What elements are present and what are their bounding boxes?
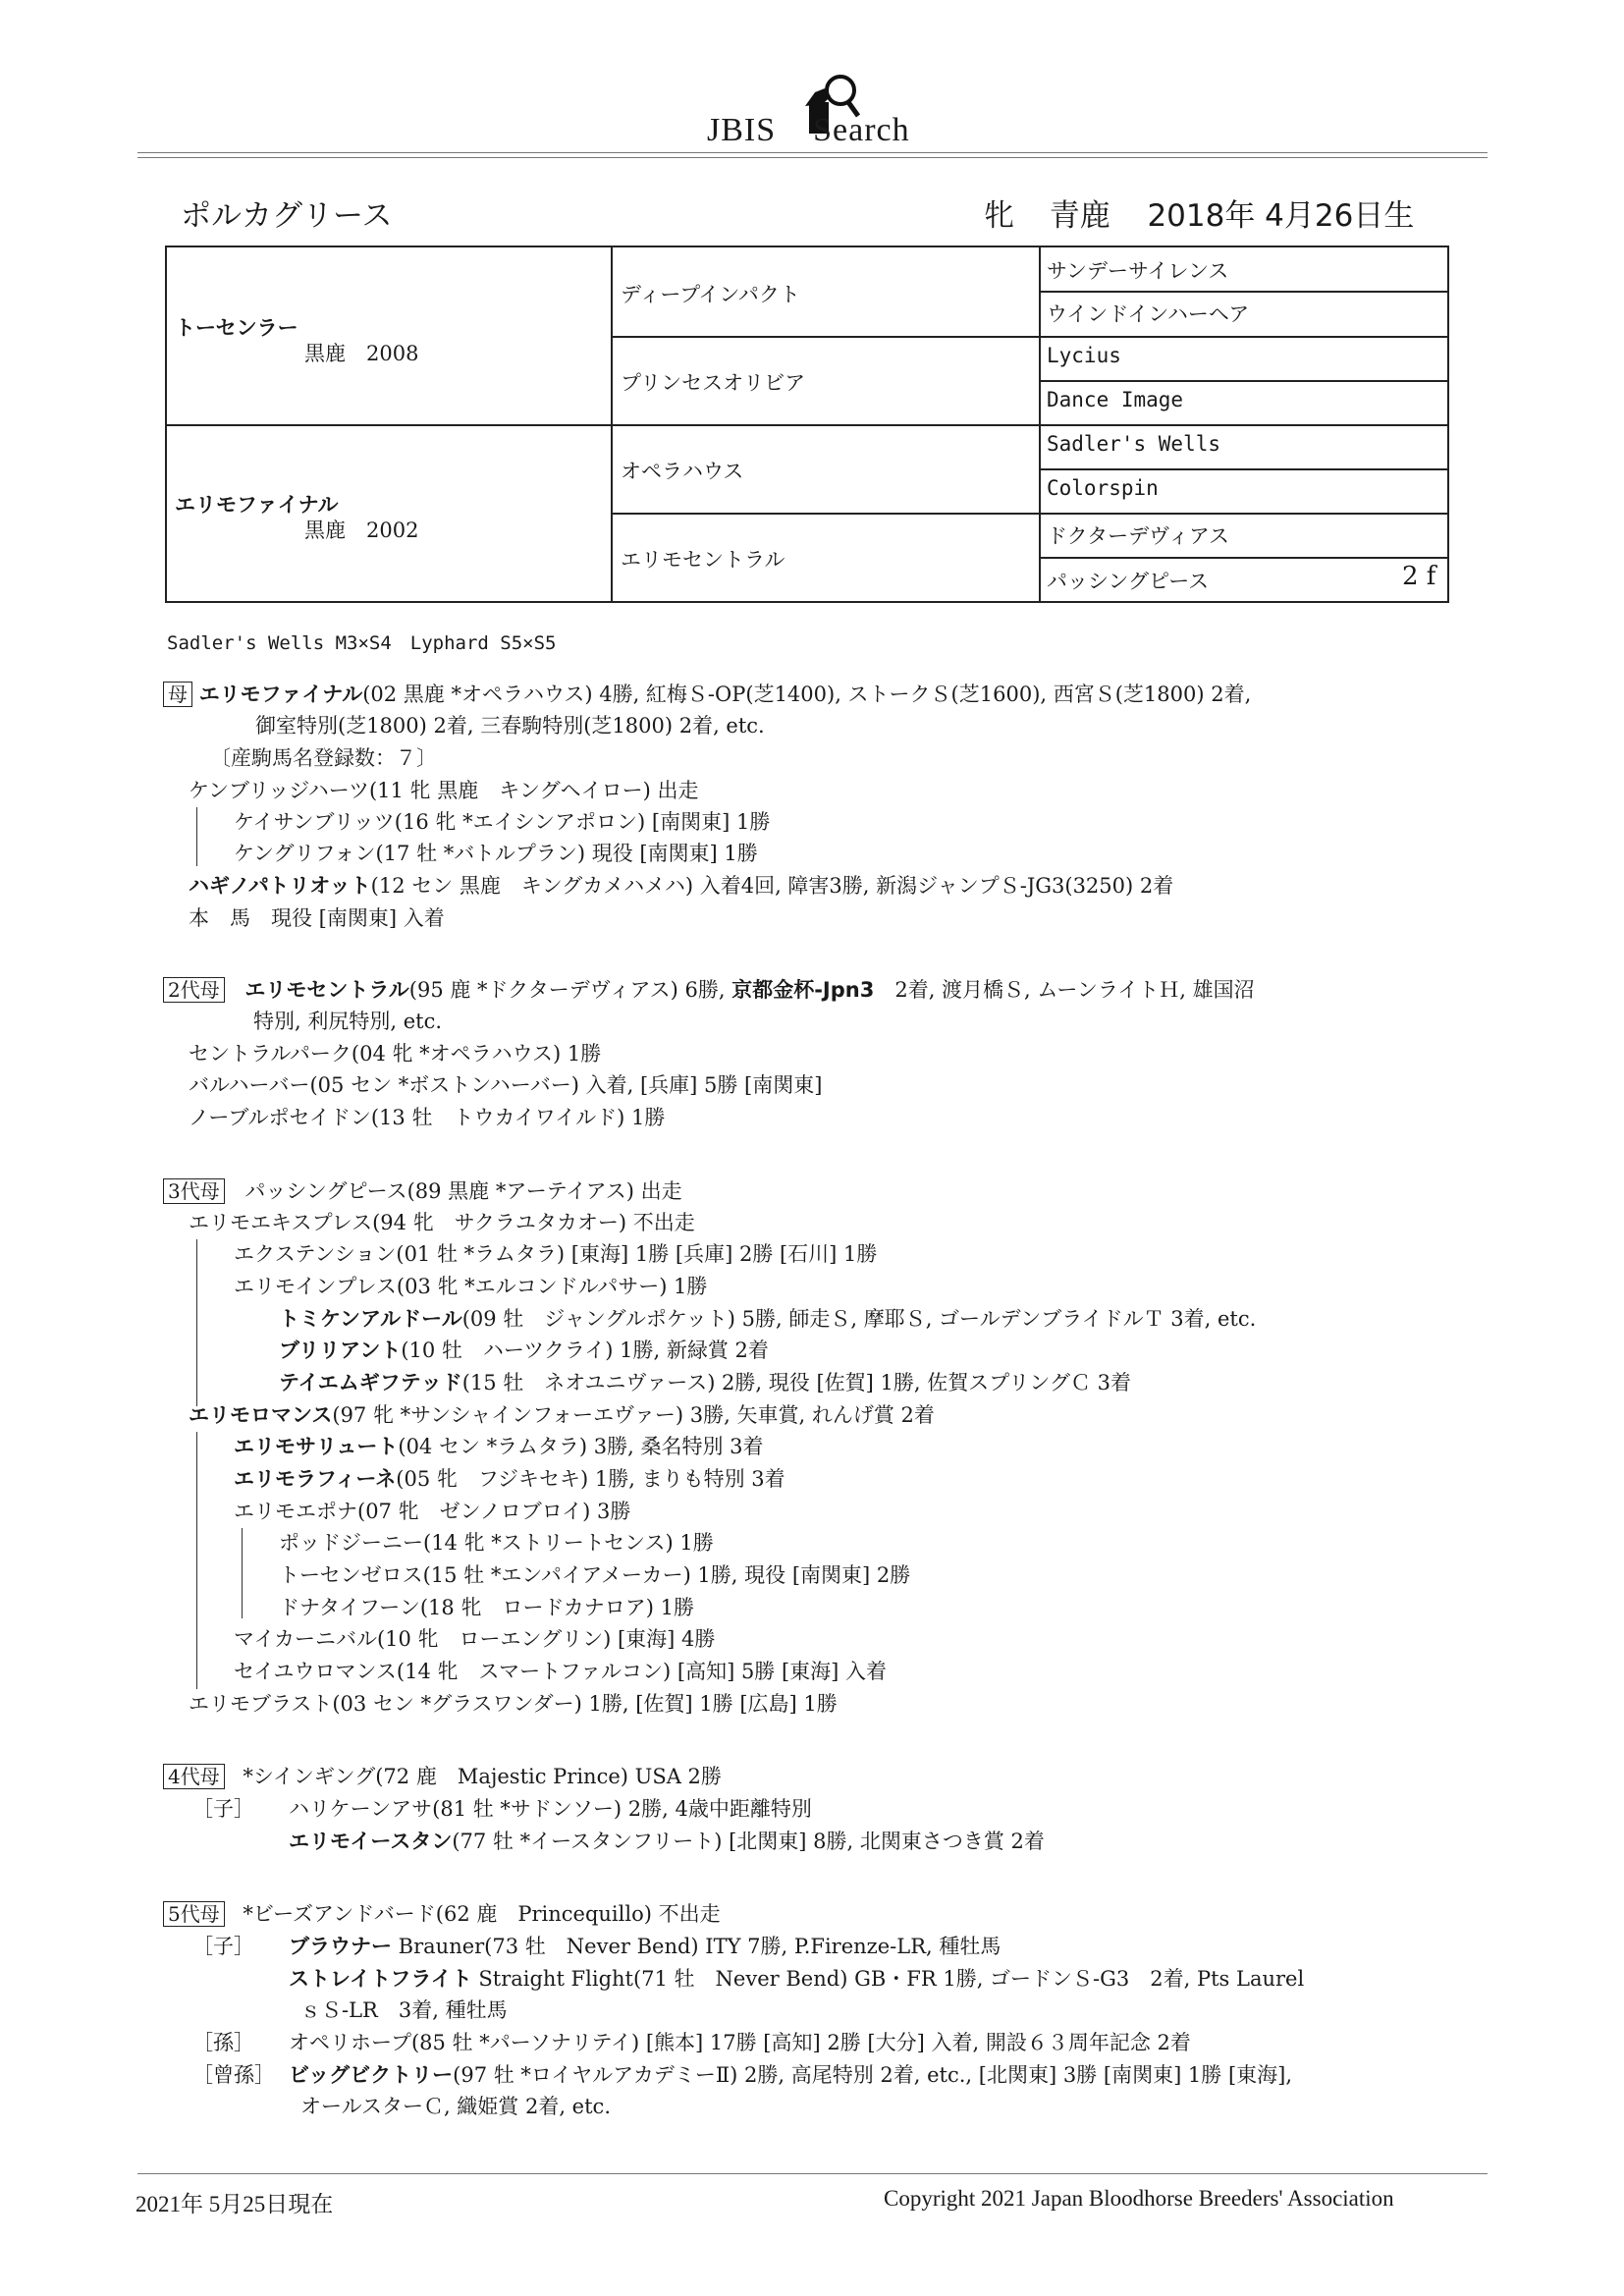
horse-sex: 牝 bbox=[984, 198, 1014, 234]
pedigree-gen3: Sadler's Wells bbox=[1047, 432, 1221, 456]
list-item: セイユウロマンス(14 牝 スマートファルコン) [高知] 5勝 [東海] 入着 bbox=[234, 1660, 888, 1683]
horse-profile bbox=[984, 191, 1414, 235]
horse-name-bold: ブラウナー bbox=[289, 1935, 392, 1958]
header-rule bbox=[137, 152, 1488, 153]
g4-record: *シインギング(72 鹿 Majestic Prince) USA 2勝 bbox=[243, 1765, 722, 1788]
pedigree-gen3: パッシングピース bbox=[1047, 570, 1210, 593]
relation-tag: ［子］ bbox=[192, 1797, 254, 1821]
g2-record-cont: 特別, 利尻特別, etc. bbox=[253, 1010, 443, 1033]
pedigree-gen2: プリンセスオリビア bbox=[621, 371, 806, 395]
section-label-g2: 2代母 bbox=[163, 977, 225, 1003]
jbis-search-logo bbox=[707, 69, 943, 147]
list-item: ノーブルポセイドン(13 牡 トウカイワイルド) 1勝 bbox=[189, 1106, 666, 1129]
list-item: トーセンゼロス(15 牡 *エンパイアメーカー) 1勝, 現役 [南関東] 2勝 bbox=[279, 1563, 911, 1587]
relation-tag: ［子］ bbox=[192, 1935, 254, 1958]
section-label-g3: 3代母 bbox=[163, 1178, 225, 1204]
horse-record: (12 セン 黒鹿 キングカメハメハ) 入着4回, 障害3勝, 新潟ジャンプＳ-JG3(3250) 2着 bbox=[370, 874, 1174, 898]
pedigree-rule bbox=[611, 513, 1447, 515]
list-item: オペリホープ(85 牡 *パーソナリテイ) [熊本] 17勝 [高知] 2勝 [大分] 入着, 開設６３周年記念 2着 bbox=[289, 2031, 1191, 2054]
pedigree-rule bbox=[611, 336, 1447, 338]
horse-record: (04 セン *ラムタラ) 3勝, 桑名特別 3着 bbox=[398, 1435, 764, 1458]
list-item bbox=[279, 1336, 769, 1365]
list-item: ポッドジーニー(14 牝 *ストリートセンス) 1勝 bbox=[279, 1531, 714, 1555]
g2-race: 京都金杯-Jpn3 bbox=[731, 978, 875, 1002]
logo-text-search: Search bbox=[813, 112, 910, 148]
horse-name-bold: テイエムギフテッド bbox=[279, 1371, 462, 1394]
horse-name-bold: トミケンアルドール bbox=[279, 1307, 462, 1331]
horse-record: Brauner(73 牡 Never Bend) ITY 7勝, P.Firenze-LR, 種牡馬 bbox=[392, 1935, 1001, 1958]
horse-name-bold: エリモサリュート bbox=[234, 1435, 399, 1458]
horse-record: (09 牡 ジャングルポケット) 5勝, 師走Ｓ, 摩耶Ｓ, ゴールデンブライドルＴ 3着, etc. bbox=[461, 1307, 1257, 1331]
list-item: マイカーニバル(10 牝 ローエングリン) [東海] 4勝 bbox=[234, 1627, 716, 1651]
list-item: エリモブラスト(03 セン *グラスワンダー) 1勝, [佐賀] 1勝 [広島] 1勝 bbox=[189, 1692, 838, 1716]
horse-record: Straight Flight(71 牡 Never Bend) GB・FR 1勝, ゴードンＳ-G3 2着, Pts Laurel bbox=[471, 1967, 1305, 1991]
list-item: ドナタイフーン(18 牝 ロードカナロア) 1勝 bbox=[279, 1596, 695, 1619]
list-item bbox=[289, 1932, 1001, 1961]
pedigree-gen3: ドクターデヴィアス bbox=[1047, 524, 1230, 548]
horse-name-bold: ストレイトフライト bbox=[289, 1967, 472, 1991]
horse-record: (97 牝 *サンシャインフォーエヴァー) 3勝, 矢車賞, れんげ賞 2着 bbox=[332, 1403, 935, 1427]
pedigree-rule bbox=[1039, 380, 1447, 382]
dam-name: エリモファイナル bbox=[175, 493, 339, 517]
relation-tag: ［孫］ bbox=[192, 2031, 254, 2054]
list-item bbox=[289, 2060, 1292, 2090]
horse-name-bold: エリモロマンス bbox=[189, 1403, 333, 1427]
horse-color: 青鹿 bbox=[1049, 198, 1110, 234]
list-item-cont: ｓＳ-LR 3着, 種牡馬 bbox=[300, 1998, 508, 2022]
horse-record: (10 牡 ハーツクライ) 1勝, 新緑賞 2着 bbox=[401, 1339, 769, 1362]
list-item bbox=[289, 1964, 1304, 1994]
pedigree-rule bbox=[1039, 557, 1447, 559]
list-item: ケンブリッジハーツ(11 牝 黒鹿 キングヘイロー) 出走 bbox=[189, 779, 699, 802]
footer-copyright: Copyright 2021 Japan Bloodhorse Breeders' Association bbox=[884, 2186, 1394, 2211]
pedigree-rule bbox=[1039, 291, 1447, 293]
pedigree-table bbox=[165, 246, 1449, 603]
pedigree-gen3: Lycius bbox=[1047, 344, 1121, 367]
sire-info: 黒鹿 2008 bbox=[304, 342, 419, 365]
section-g2 bbox=[163, 975, 1255, 1005]
tree-line bbox=[196, 1432, 197, 1689]
list-item: バルハーバー(05 セン *ボストンハーバー) 入着, [兵庫] 5勝 [南関東] bbox=[189, 1073, 823, 1097]
pedigree-gen3: Colorspin bbox=[1047, 476, 1159, 500]
relation-tag: ［曾孫］ bbox=[192, 2063, 275, 2087]
pedigree-rule bbox=[167, 424, 1447, 426]
list-item: セントラルパーク(04 牝 *オペラハウス) 1勝 bbox=[189, 1042, 602, 1066]
list-item: ケングリフォン(17 牡 *バトルプラン) 現役 [南関東] 1勝 bbox=[234, 842, 758, 865]
horse-record: (15 牡 ネオユニヴァース) 2勝, 現役 [佐賀] 1勝, 佐賀スプリングＣ 3着 bbox=[461, 1371, 1131, 1394]
sire-name: トーセンラー bbox=[175, 316, 298, 340]
section-label-g4: 4代母 bbox=[163, 1764, 225, 1789]
pedigree-gen3: サンデーサイレンス bbox=[1047, 259, 1229, 283]
horse-name-bold: ブリリアント bbox=[279, 1339, 402, 1362]
tree-line bbox=[196, 1239, 197, 1406]
list-item bbox=[234, 1464, 785, 1494]
tree-line bbox=[196, 807, 197, 866]
dam-info: 黒鹿 2002 bbox=[304, 519, 419, 542]
pedigree-gen3: ウインドインハーヘア bbox=[1047, 302, 1250, 326]
pedigree-gen2: ディープインパクト bbox=[621, 283, 800, 306]
foal-count: 〔産駒馬名登録数：７〕 bbox=[210, 746, 437, 770]
list-item bbox=[189, 871, 1173, 901]
dam-name-line: エリモファイナル bbox=[198, 683, 363, 706]
list-item bbox=[289, 1827, 1045, 1856]
section-label-g5: 5代母 bbox=[163, 1901, 225, 1927]
logo-text-jbis: JBIS bbox=[707, 112, 777, 148]
footer-date: 2021年 5月25日現在 bbox=[135, 2192, 334, 2216]
g5-record: *ビーズアンドバード(62 鹿 Princequillo) 不出走 bbox=[243, 1902, 721, 1926]
section-label-dam: 母 bbox=[163, 682, 192, 707]
pedigree-rule bbox=[1039, 468, 1447, 470]
horse-name-bold: ビッグビクトリー bbox=[289, 2063, 454, 2087]
g2-record: (95 鹿 *ドクターデヴィアス) 6勝, bbox=[408, 978, 732, 1002]
section-g3 bbox=[163, 1176, 682, 1206]
list-item bbox=[279, 1304, 1256, 1334]
horse-birth: 2018年 4月26日生 bbox=[1147, 198, 1415, 234]
pedigree-gen2: オペラハウス bbox=[621, 460, 744, 483]
horse-name-bold: ハギノパトリオット bbox=[189, 874, 371, 898]
family-number: 2 f bbox=[1402, 562, 1436, 591]
g2-record-2: 2着, 渡月橋Ｓ, ムーンライトＨ, 雄国沼 bbox=[874, 978, 1255, 1002]
list-item-cont: オールスターＣ, 織姫賞 2着, etc. bbox=[300, 2095, 611, 2118]
horse-record: (77 牡 *イースタンフリート) [北関東] 8勝, 北関東さつき賞 2着 bbox=[452, 1830, 1045, 1853]
g3-record: パッシングピース(89 黒鹿 *アーテイアス) 出走 bbox=[244, 1179, 682, 1203]
section-dam bbox=[163, 680, 1251, 709]
list-item: エクステンション(01 牡 *ラムタラ) [東海] 1勝 [兵庫] 2勝 [石川] 1勝 bbox=[234, 1242, 878, 1266]
list-item: 本 馬 現役 [南関東] 入着 bbox=[189, 906, 445, 930]
dam-record: (02 黒鹿 *オペラハウス) 4勝, 紅梅Ｓ-OP(芝1400), ストークＳ(芝1600), 西宮Ｓ(芝1800) 2着, bbox=[362, 683, 1252, 706]
header-rule-2 bbox=[137, 157, 1488, 158]
horse-record: (05 牝 フジキセキ) 1勝, まりも特別 3着 bbox=[396, 1467, 785, 1491]
list-item: エリモエキスプレス(94 牝 サクラユタカオー) 不出走 bbox=[189, 1211, 695, 1234]
tree-line bbox=[242, 1528, 243, 1618]
list-item: ハリケーンアサ(81 牡 *サドンソー) 2勝, 4歳中距離特別 bbox=[289, 1797, 812, 1821]
pedigree-gen2: エリモセントラル bbox=[621, 548, 785, 572]
horse-name-bold: エリモラフィーネ bbox=[234, 1467, 397, 1491]
footer-rule bbox=[137, 2173, 1488, 2174]
inbreeding-note: Sadler's Wells M3×S4 Lyphard S5×S5 bbox=[167, 632, 557, 654]
horse-name: ポルカグリース bbox=[181, 198, 393, 234]
list-item: エリモエポナ(07 牝 ゼンノロブロイ) 3勝 bbox=[234, 1500, 631, 1523]
section-g5 bbox=[163, 1899, 721, 1929]
section-g4 bbox=[163, 1762, 722, 1791]
list-item bbox=[234, 1432, 764, 1461]
horse-name-bold: エリモイースタン bbox=[289, 1830, 453, 1853]
g2-name: エリモセントラル bbox=[244, 978, 409, 1002]
pedigree-gen3: Dance Image bbox=[1047, 388, 1184, 411]
list-item bbox=[189, 1400, 935, 1430]
dam-record-cont: 御室特別(芝1800) 2着, 三春駒特別(芝1800) 2着, etc. bbox=[255, 714, 765, 738]
list-item: エリモインプレス(03 牝 *エルコンドルパサー) 1勝 bbox=[234, 1275, 708, 1298]
horse-record: (97 牡 *ロイヤルアカデミーⅡ) 2勝, 高尾特別 2着, etc., [北関東] 3勝 [南関東] 1勝 [東海], bbox=[453, 2063, 1293, 2087]
list-item bbox=[279, 1368, 1131, 1397]
list-item: ケイサンブリッツ(16 牝 *エイシンアポロン) [南関東] 1勝 bbox=[234, 810, 771, 834]
